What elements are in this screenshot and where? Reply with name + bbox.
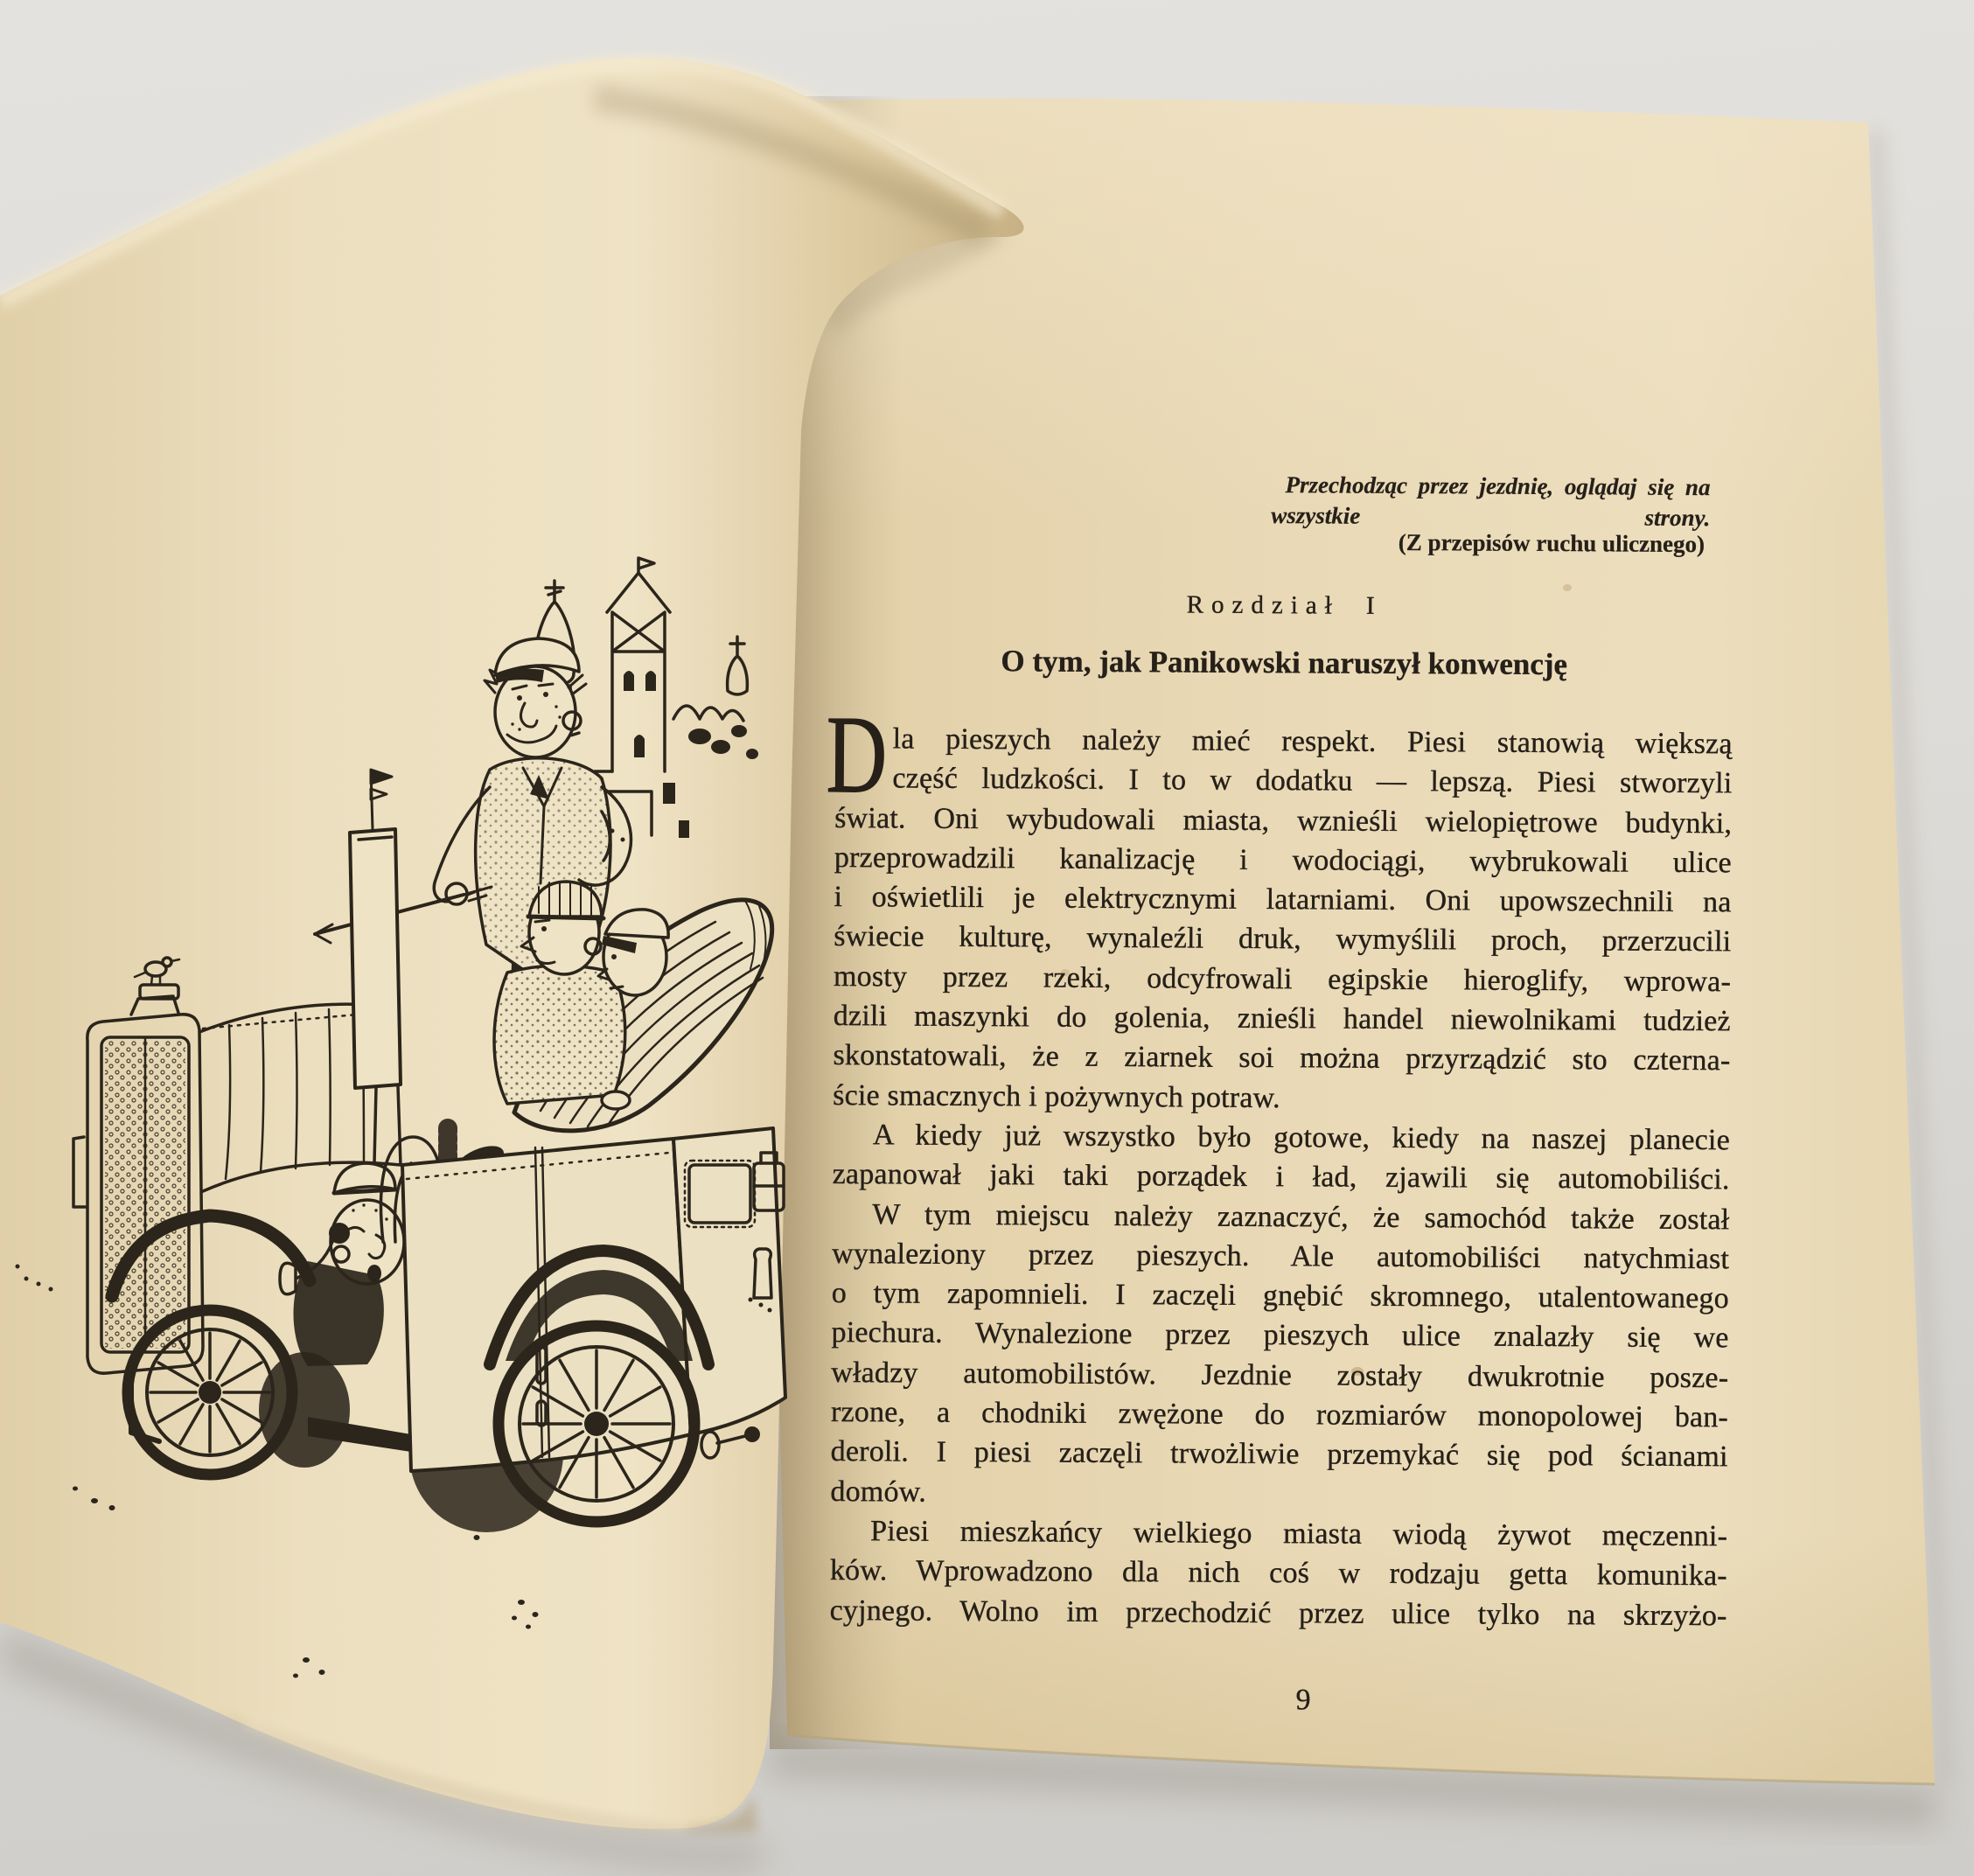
body-line: zapanował jaki taki porządek i ład, zjawili się automobiliści. [832,1158,1730,1196]
body-paragraph-4 [830,1511,1728,1635]
body-line: la pieszych należy mieć respekt. Piesi stanowią większą [892,722,1733,761]
body-paragraph-1 [826,693,1733,1120]
body-line: świat. Oni wybudowali miasta, wznieśli wielopiętrowe budynki, [834,801,1733,840]
drop-cap: D [826,693,888,817]
page-number: 9 [1295,1684,1311,1717]
body-line: deroli. I piesi zaczęli trwożliwie przemykać się pod ścianami [830,1435,1728,1474]
body-line: wynaleziony przez pieszych. Ale automobiliści natychmiast [832,1237,1730,1276]
body-line: i oświetlili je elektrycznymi latarniami. Oni upowszechnili na [834,881,1732,919]
chapter-label: Rozdział I [1186,590,1383,620]
epigraph [1271,470,1710,534]
body-line: W tym miejscu należy zaznaczyć, że samochód także został [872,1197,1730,1236]
body-line: władzy automobilistów. Jezdnie zostały dwukrotnie posze- [831,1356,1729,1395]
body-paragraph-2 [833,1115,1731,1200]
body-line: skonstatowali, że z ziarnek soi można przyrządzić sto czterna- [833,1039,1731,1077]
epigraph-attribution: (Z przepisów ruchu ulicznego) [1398,528,1705,558]
body-line: cyjnego. Wolno im przechodzić przez ulice tylko na skrzyżo- [829,1594,1727,1632]
chapter-title: O tym, jak Panikowski naruszył konwencję [1001,644,1568,682]
body-line: o tym zapomnieli. I zaczęli gnębić skromnego, utalentowanego [831,1277,1729,1315]
body-line: piechura. Wynalezione przez pieszych ulice znalazły się we [831,1316,1729,1355]
body-paragraph-3 [830,1195,1729,1517]
body-line: mosty przez rzeki, odcyfrowali egipskie hieroglify, wprowa- [833,959,1732,999]
body-line: część ludzkości. I to w dodatku — lepszą. Piesi stworzyli [892,762,1733,800]
body-line: rzone, a chodniki zwężone do rozmiarów monopolowej ban- [830,1396,1729,1434]
body-line: ście smacznych i pożywnych potraw. [833,1078,1280,1114]
epigraph-line-2: wszystkie strony. [1271,502,1711,532]
body-line: świecie kulturę, wynaleźli druk, wymyślili proch, przerzucili [834,920,1732,959]
epigraph-line-1: Przechodząc przez jezdnię, oglądaj się na [1285,471,1711,501]
body-line: dzili maszynki do golenia, znieśli handel niewolnikami tudzież [833,1000,1731,1038]
body-line: Piesi mieszkańcy wielkiego miasta wiodą żywot męczenni- [870,1515,1728,1553]
body-line: przeprowadzili kanalizację i wodociągi, wybrukowali ulice [834,840,1732,880]
body-line: domów. [830,1475,927,1509]
body-line: A kiedy już wszystko było gotowe, kiedy na naszej planecie [872,1119,1731,1157]
body-text [826,693,1733,1635]
body-line: ków. Wprowadzono dla nich coś w rodzaju getta komunika- [829,1554,1728,1593]
